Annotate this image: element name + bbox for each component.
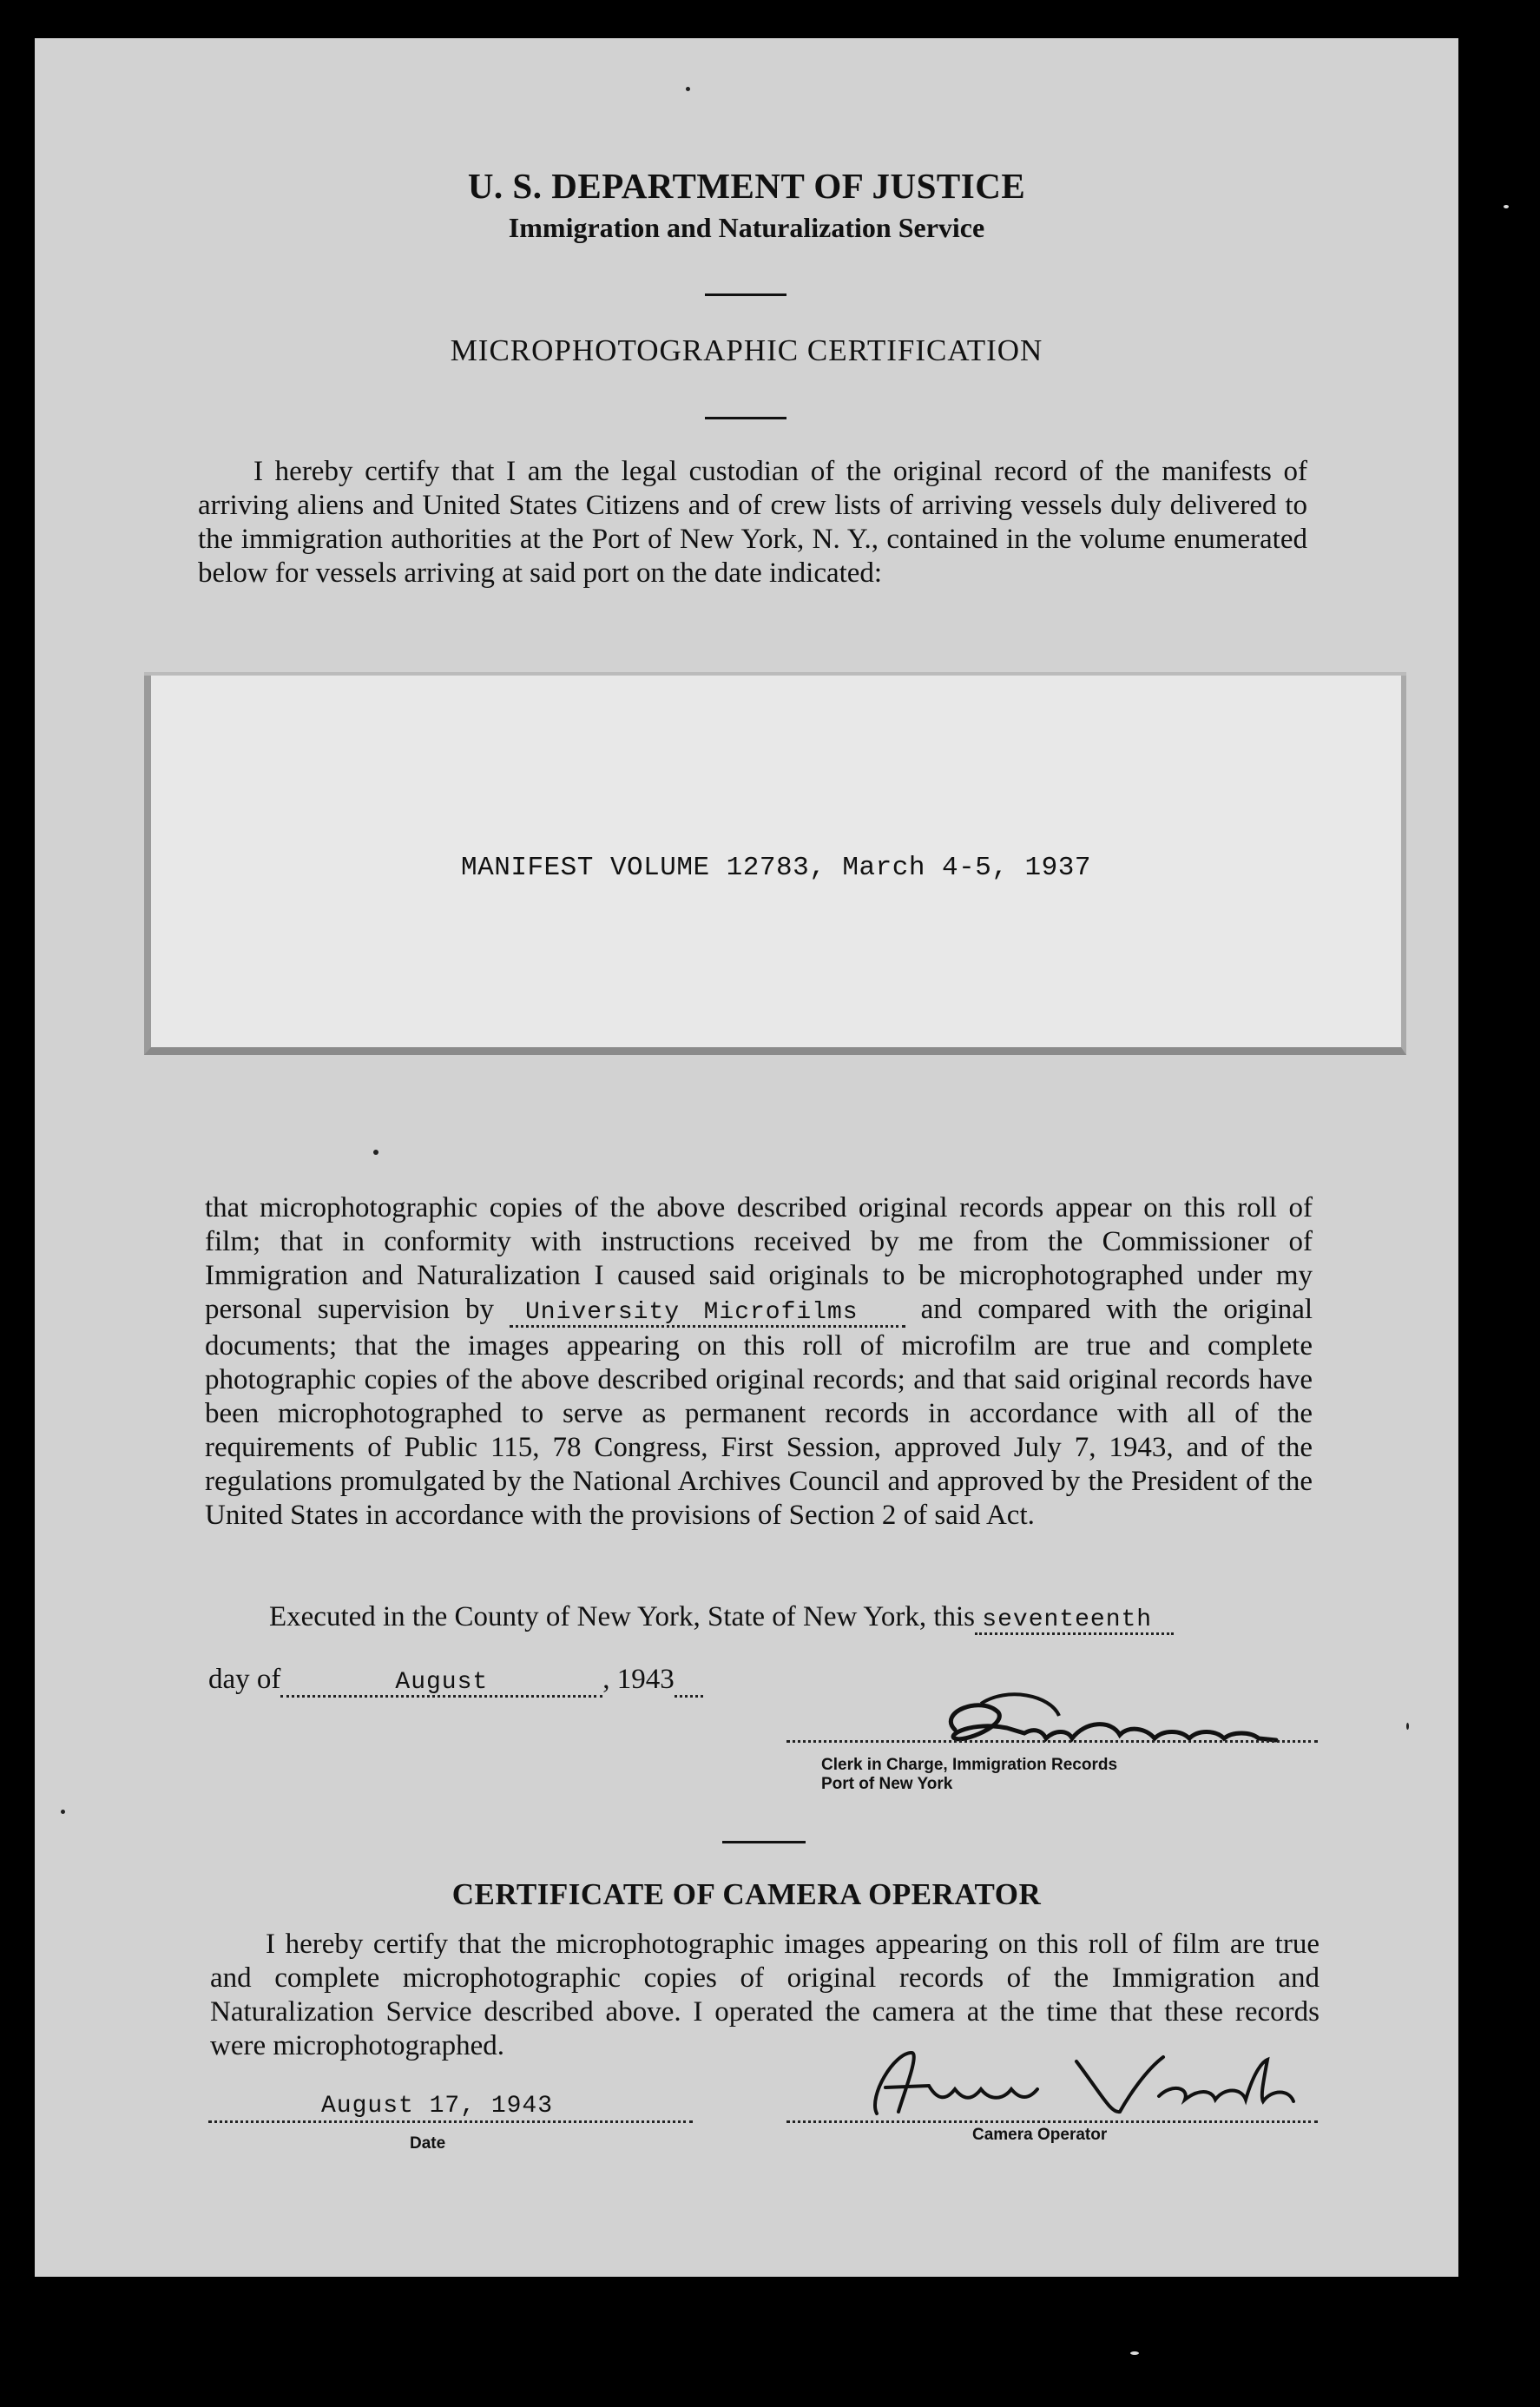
month-value: August bbox=[395, 1669, 489, 1696]
film-speck bbox=[1130, 2351, 1139, 2355]
camera-date-line bbox=[208, 2120, 693, 2123]
camera-operator-title: CERTIFICATE OF CAMERA OPERATOR bbox=[451, 1877, 1042, 1911]
copies-text-after: and compared with the original documents; that the images appearing on this roll of microfilm are true and complete photographic copies of the above described original records; and that said original records have been microphotographed to serve as permanent records in accordance with all of the requirements of Public 115, 78 Congress, First Session, approved July 7, 1943, and of the regulations promulgated by the National Archives Council and approved by the President of the United States in accordance with the provisions of Section 2 of said Act. bbox=[205, 1294, 1313, 1531]
film-speck bbox=[61, 1810, 65, 1814]
film-speck bbox=[1504, 205, 1509, 208]
clerk-signature-line bbox=[786, 1740, 1318, 1743]
custodian-paragraph: I hereby certify that I am the legal custodian of the original record of the manifests of arriving aliens and United States Citizens and of crew lists of arriving vessels duly delivered to the immigration authorities at the Port of New York, N. Y., contained in the volume enumerated below for vessels arriving at said port on the date indicated: bbox=[198, 456, 1307, 589]
camera-operator-signature-line bbox=[786, 2120, 1318, 2123]
execution-prefix: Executed in the County of New York, State of New York, this bbox=[269, 1601, 976, 1632]
film-speck bbox=[686, 87, 690, 91]
clerk-caption-title: Clerk in Charge, Immigration Records bbox=[821, 1756, 1118, 1774]
year-value: , 1943 bbox=[602, 1664, 675, 1695]
manifest-volume-label: MANIFEST VOLUME 12783, March 4-5, 1937 bbox=[461, 853, 1091, 883]
manifest-volume-card bbox=[144, 676, 1406, 1055]
certificate-sheet bbox=[35, 38, 1458, 2277]
camera-operator-signature bbox=[816, 2035, 1337, 2131]
supervisor-value: University Microfilms bbox=[525, 1299, 859, 1326]
film-speck bbox=[373, 1150, 378, 1155]
day-of-line bbox=[208, 1662, 703, 1700]
camera-date-label: Date bbox=[410, 2134, 446, 2153]
camera-operator-label: Camera Operator bbox=[972, 2126, 1108, 2144]
copies-text-before: that microphotographic copies of the above described original records appear on this roll of film; that in conformity with instructions received by me from the Commissioner of Immigration and Naturalization I caused said originals to be microphotographed under my personal supervision by bbox=[205, 1192, 1313, 1325]
divider-rule bbox=[705, 293, 786, 296]
month-field bbox=[280, 1664, 602, 1698]
divider-rule bbox=[722, 1841, 806, 1843]
certification-title: MICROPHOTOGRAPHIC CERTIFICATION bbox=[450, 333, 1043, 367]
execution-day-field bbox=[975, 1601, 1174, 1635]
clerk-caption-port: Port of New York bbox=[821, 1775, 953, 1793]
divider-rule bbox=[705, 417, 786, 419]
day-of-label: day of bbox=[208, 1664, 281, 1695]
supervisor-field bbox=[510, 1294, 905, 1328]
camera-operator-paragraph: I hereby certify that the microphotographic images appearing on this roll of film are true and complete microphotographic copies of original records of the Immigration and Naturalization Service described above. I operated the camera at the time that these records were microphotographed. bbox=[210, 1929, 1320, 2061]
copies-paragraph bbox=[205, 1191, 1313, 1533]
agency-heading: U. S. DEPARTMENT OF JUSTICE bbox=[467, 166, 1026, 206]
execution-line bbox=[269, 1599, 1174, 1638]
execution-day-value: seventeenth bbox=[982, 1606, 1153, 1633]
camera-date-value: August 17, 1943 bbox=[321, 2093, 554, 2120]
year-field bbox=[675, 1664, 703, 1698]
film-speck bbox=[1406, 1723, 1409, 1730]
clerk-caption bbox=[821, 1756, 1117, 1794]
bureau-subheading: Immigration and Naturalization Service bbox=[508, 212, 985, 243]
